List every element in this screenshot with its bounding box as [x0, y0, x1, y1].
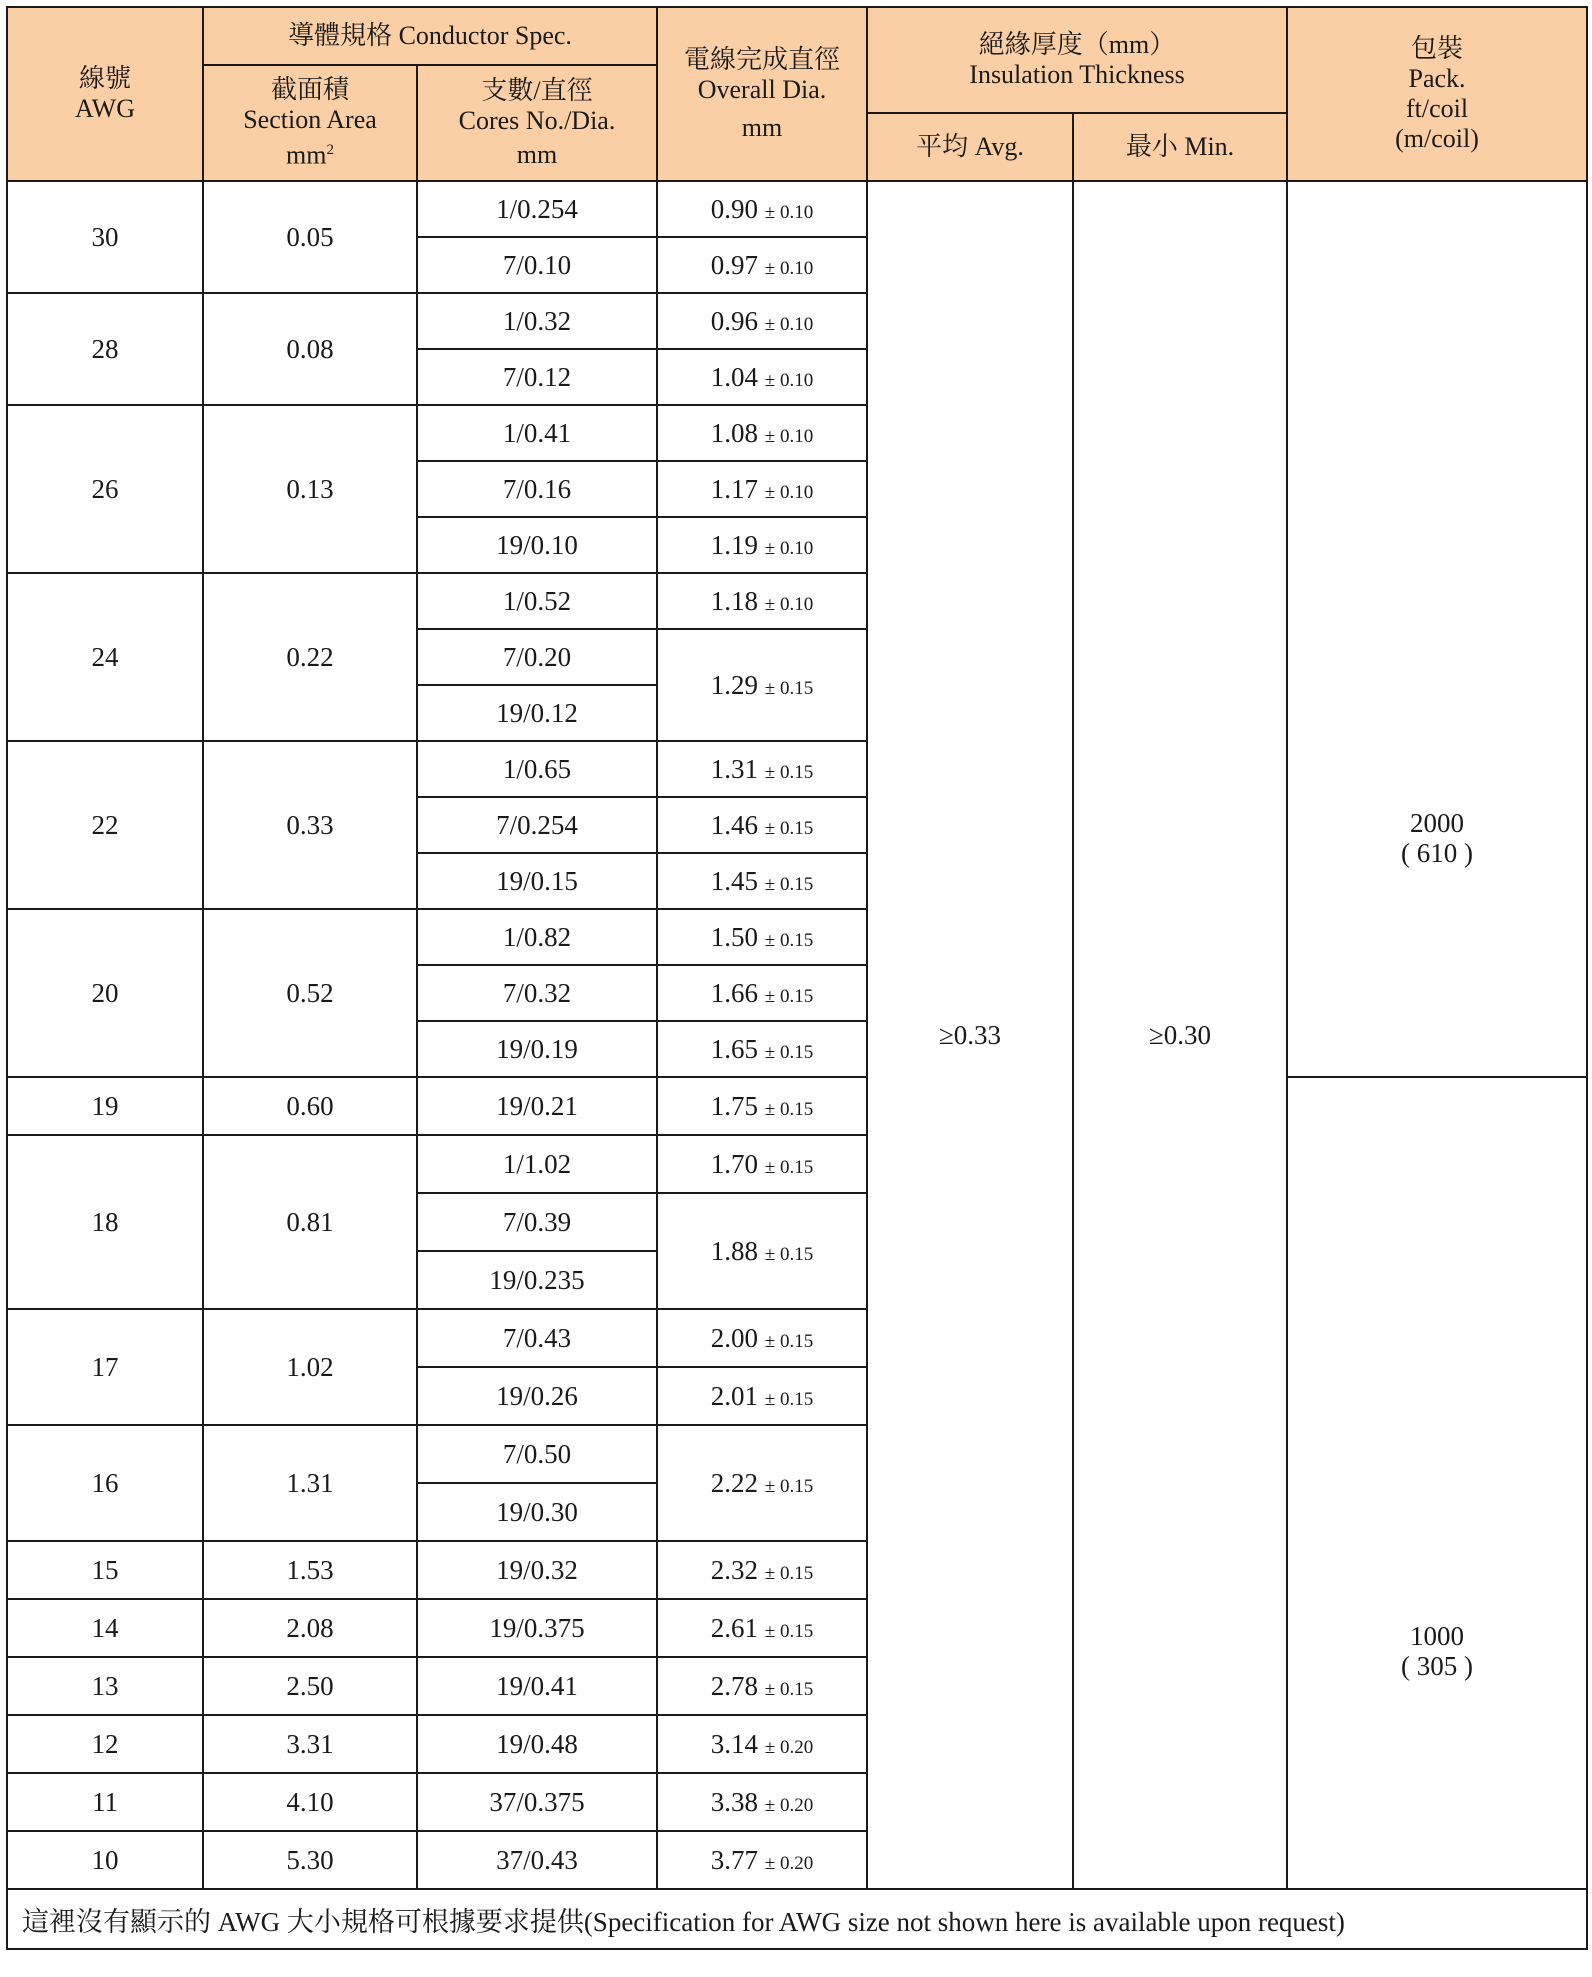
awg-cell: 26 [7, 405, 203, 573]
awg-cell: 10 [7, 1831, 203, 1889]
overall-dia-cell [657, 1657, 867, 1715]
overall-dia-value: 3.38 [710, 1786, 759, 1817]
cores-header-zh: 支數/直徑 [481, 76, 593, 105]
overall-dia-value: 2.22 [710, 1467, 759, 1498]
overall-dia-cell [657, 1309, 867, 1367]
cores-cell: 19/0.41 [417, 1657, 657, 1715]
overall-dia-cell [657, 1541, 867, 1599]
overall-dia-value: 1.29 [710, 669, 759, 700]
overall-dia-value: 1.75 [710, 1090, 759, 1121]
table-row [7, 1077, 1587, 1135]
overall-dia-value: 0.97 [710, 249, 759, 280]
section-area-cell: 1.31 [203, 1425, 417, 1541]
overall-dia-tolerance: ± 0.15 [764, 677, 814, 699]
cores-cell: 37/0.43 [417, 1831, 657, 1889]
overall-dia-header-unit: mm [741, 113, 783, 142]
pack-cell-2000 [1287, 181, 1587, 1077]
section-area-header-unit: $mm^2$ [286, 140, 334, 170]
awg-cell: 30 [7, 181, 203, 293]
awg-cell: 24 [7, 573, 203, 741]
section-area-cell: 0.22 [203, 573, 417, 741]
overall-dia-cell [657, 965, 867, 1021]
overall-dia-cell [657, 1077, 867, 1135]
awg-cell: 28 [7, 293, 203, 405]
pack-ft: 2000 [1410, 808, 1465, 838]
overall-dia-cell [657, 1715, 867, 1773]
overall-dia-value: 3.77 [710, 1844, 759, 1875]
pack-header-en: Pack. [1408, 64, 1466, 93]
cores-cell: 19/0.10 [417, 517, 657, 573]
cores-cell: 1/0.41 [417, 405, 657, 461]
overall-dia-tolerance: ± 0.10 [764, 369, 814, 391]
section-area-cell: 1.02 [203, 1309, 417, 1425]
pack-m: ( 610 ) [1401, 838, 1473, 868]
overall-dia-cell [657, 1193, 867, 1309]
overall-dia-header-zh: 電線完成直徑 [683, 45, 840, 74]
cores-cell: 19/0.21 [417, 1077, 657, 1135]
section-area-cell: 0.13 [203, 405, 417, 573]
pack-m: ( 305 ) [1401, 1651, 1473, 1681]
overall-dia-cell [657, 797, 867, 853]
overall-dia-tolerance: ± 0.20 [764, 1852, 814, 1874]
insulation-header-en: Insulation Thickness [969, 60, 1185, 89]
overall-dia-cell [657, 517, 867, 573]
overall-dia-tolerance: ± 0.10 [764, 425, 814, 447]
pack-header-unit-m: (m/coil) [1395, 124, 1479, 153]
overall-dia-value: 1.70 [710, 1148, 759, 1179]
section-area-cell: 0.05 [203, 181, 417, 293]
overall-dia-tolerance: ± 0.10 [764, 313, 814, 335]
conductor-spec-header: 導體規格 Conductor Spec. [203, 7, 657, 65]
overall-dia-tolerance: ± 0.10 [764, 257, 814, 279]
section-area-cell: 5.30 [203, 1831, 417, 1889]
section-area-header [203, 65, 417, 181]
awg-cell: 16 [7, 1425, 203, 1541]
overall-dia-cell [657, 461, 867, 517]
overall-dia-value: 1.66 [710, 977, 759, 1008]
overall-dia-value: 1.31 [710, 753, 759, 784]
overall-dia-value: 1.46 [710, 809, 759, 840]
overall-dia-tolerance: ± 0.15 [764, 1041, 814, 1063]
overall-dia-value: 1.65 [710, 1033, 759, 1064]
overall-dia-value: 1.18 [710, 585, 759, 616]
overall-dia-tolerance: ± 0.15 [764, 985, 814, 1007]
cores-cell: 19/0.235 [417, 1251, 657, 1309]
wire-spec-table [6, 6, 1588, 1950]
insulation-min-header: 最小 Min. [1073, 113, 1287, 181]
cores-cell: 7/0.32 [417, 965, 657, 1021]
pack-header-unit: ft/coil [1405, 94, 1469, 123]
overall-dia-tolerance: ± 0.10 [764, 201, 814, 223]
overall-dia-value: 1.17 [710, 473, 759, 504]
awg-cell: 13 [7, 1657, 203, 1715]
insulation-avg-header: 平均 Avg. [867, 113, 1073, 181]
overall-dia-value: 1.45 [710, 865, 759, 896]
overall-dia-cell [657, 181, 867, 237]
section-area-header-en: Section Area [243, 105, 377, 135]
overall-dia-cell [657, 1599, 867, 1657]
overall-dia-tolerance: ± 0.15 [764, 817, 814, 839]
overall-dia-cell [657, 237, 867, 293]
cores-cell: 7/0.50 [417, 1425, 657, 1483]
overall-dia-header-en: Overall Dia. [697, 75, 827, 104]
overall-dia-tolerance: ± 0.15 [764, 1330, 814, 1352]
overall-dia-value: 0.96 [710, 305, 759, 336]
overall-dia-value: 1.50 [710, 921, 759, 952]
overall-dia-value: 2.78 [710, 1670, 759, 1701]
overall-dia-value: 2.01 [710, 1380, 759, 1411]
overall-dia-tolerance: ± 0.10 [764, 593, 814, 615]
overall-dia-cell [657, 573, 867, 629]
overall-dia-tolerance: ± 0.15 [764, 1156, 814, 1178]
awg-cell: 18 [7, 1135, 203, 1309]
awg-cell: 19 [7, 1077, 203, 1135]
overall-dia-cell [657, 1367, 867, 1425]
section-area-cell: 0.08 [203, 293, 417, 405]
overall-dia-tolerance: ± 0.15 [764, 1562, 814, 1584]
cores-header [417, 65, 657, 181]
cores-cell: 19/0.19 [417, 1021, 657, 1077]
overall-dia-tolerance: ± 0.10 [764, 481, 814, 503]
overall-dia-cell [657, 1135, 867, 1193]
overall-dia-cell [657, 1021, 867, 1077]
overall-dia-value: 1.04 [710, 361, 759, 392]
overall-dia-cell [657, 349, 867, 405]
cores-cell: 1/0.32 [417, 293, 657, 349]
overall-dia-cell [657, 405, 867, 461]
cores-cell: 37/0.375 [417, 1773, 657, 1831]
overall-dia-tolerance: ± 0.15 [764, 1475, 814, 1497]
insulation-min-cell: ≥0.30 [1073, 181, 1287, 1889]
awg-cell: 12 [7, 1715, 203, 1773]
section-area-cell: 2.50 [203, 1657, 417, 1715]
cores-cell: 1/0.82 [417, 909, 657, 965]
overall-dia-tolerance: ± 0.15 [764, 929, 814, 951]
section-area-cell: 1.53 [203, 1541, 417, 1599]
awg-cell: 17 [7, 1309, 203, 1425]
overall-dia-value: 1.08 [710, 417, 759, 448]
overall-dia-cell [657, 741, 867, 797]
overall-dia-cell [657, 853, 867, 909]
section-area-cell: 2.08 [203, 1599, 417, 1657]
insulation-header-zh: 絕緣厚度（mm） [978, 30, 1176, 59]
cores-cell: 1/0.65 [417, 741, 657, 797]
cores-cell: 7/0.20 [417, 629, 657, 685]
overall-dia-value: 2.32 [710, 1554, 759, 1585]
overall-dia-value: 0.90 [710, 193, 759, 224]
overall-dia-header [657, 7, 867, 181]
overall-dia-tolerance: ± 0.15 [764, 1620, 814, 1642]
table-header [7, 7, 1587, 181]
section-area-cell: 0.81 [203, 1135, 417, 1309]
cores-cell: 19/0.48 [417, 1715, 657, 1773]
cores-cell: 7/0.254 [417, 797, 657, 853]
overall-dia-tolerance: ± 0.20 [764, 1794, 814, 1816]
cores-cell: 1/1.02 [417, 1135, 657, 1193]
overall-dia-tolerance: ± 0.15 [764, 1243, 814, 1265]
cores-cell: 7/0.16 [417, 461, 657, 517]
pack-header-zh: 包裝 [1411, 34, 1464, 63]
awg-header-zh: 線號 [78, 64, 131, 93]
cores-cell: 19/0.26 [417, 1367, 657, 1425]
spec-table-wrapper [6, 6, 1586, 1950]
table-body [7, 181, 1587, 1949]
awg-cell: 20 [7, 909, 203, 1077]
cores-header-unit: mm [516, 140, 558, 169]
cores-cell: 7/0.12 [417, 349, 657, 405]
awg-cell: 14 [7, 1599, 203, 1657]
cores-cell: 19/0.30 [417, 1483, 657, 1541]
section-area-header-zh: 截面積 [270, 75, 349, 105]
awg-cell: 15 [7, 1541, 203, 1599]
section-area-cell: 3.31 [203, 1715, 417, 1773]
overall-dia-cell [657, 909, 867, 965]
pack-header [1287, 7, 1587, 181]
cores-cell: 19/0.12 [417, 685, 657, 741]
awg-header-en: AWG [74, 94, 135, 123]
insulation-avg-cell: ≥0.33 [867, 181, 1073, 1889]
cores-cell: 7/0.10 [417, 237, 657, 293]
cores-cell: 7/0.43 [417, 1309, 657, 1367]
overall-dia-tolerance: ± 0.20 [764, 1736, 814, 1758]
awg-cell: 22 [7, 741, 203, 909]
overall-dia-cell [657, 293, 867, 349]
cores-header-en: Cores No./Dia. [458, 106, 616, 135]
section-area-cell: 0.60 [203, 1077, 417, 1135]
cores-cell: 19/0.32 [417, 1541, 657, 1599]
cores-cell: 19/0.15 [417, 853, 657, 909]
overall-dia-tolerance: ± 0.15 [764, 1388, 814, 1410]
footer-note: 這裡沒有顯示的 AWG 大小規格可根據要求提供(Specification for AWG size not shown here is available upon request) [7, 1889, 1587, 1949]
awg-cell: 11 [7, 1773, 203, 1831]
overall-dia-tolerance: ± 0.15 [764, 1098, 814, 1120]
overall-dia-tolerance: ± 0.15 [764, 1678, 814, 1700]
overall-dia-value: 3.14 [710, 1728, 759, 1759]
overall-dia-value: 2.61 [710, 1612, 759, 1643]
overall-dia-cell [657, 1831, 867, 1889]
overall-dia-cell [657, 1425, 867, 1541]
overall-dia-cell [657, 1773, 867, 1831]
overall-dia-tolerance: ± 0.15 [764, 761, 814, 783]
awg-header [7, 7, 203, 181]
table-row [7, 181, 1587, 237]
overall-dia-tolerance: ± 0.15 [764, 873, 814, 895]
overall-dia-value: 1.88 [710, 1235, 759, 1266]
section-area-cell: 0.52 [203, 909, 417, 1077]
cores-cell: 1/0.254 [417, 181, 657, 237]
footer-row [7, 1889, 1587, 1949]
overall-dia-value: 1.19 [710, 529, 759, 560]
cores-cell: 7/0.39 [417, 1193, 657, 1251]
cores-cell: 1/0.52 [417, 573, 657, 629]
pack-cell-1000 [1287, 1077, 1587, 1889]
pack-ft: 1000 [1410, 1621, 1465, 1651]
cores-cell: 19/0.375 [417, 1599, 657, 1657]
section-area-cell: 0.33 [203, 741, 417, 909]
insulation-header [867, 7, 1287, 113]
section-area-cell: 4.10 [203, 1773, 417, 1831]
overall-dia-cell [657, 629, 867, 741]
overall-dia-tolerance: ± 0.10 [764, 537, 814, 559]
overall-dia-value: 2.00 [710, 1322, 759, 1353]
